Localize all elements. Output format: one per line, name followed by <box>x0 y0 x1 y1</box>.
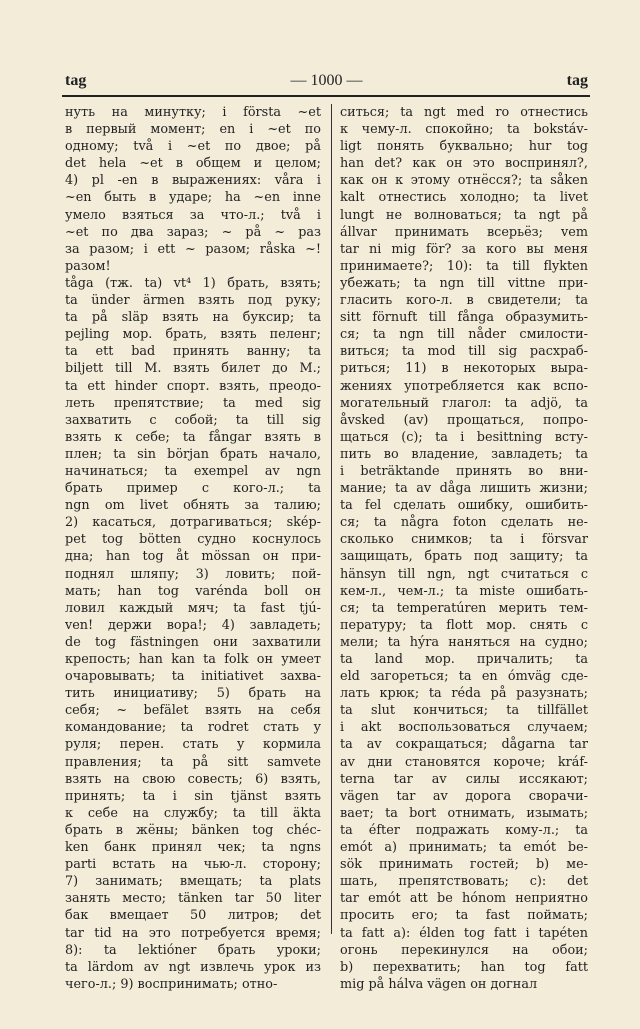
dictionary-columns <box>65 104 588 992</box>
text-line: ta fel сделать ошибку, ошибить- <box>340 498 588 514</box>
text-line: tar ni mig för? за кого вы меня <box>340 241 588 257</box>
text-line: ta land мор. причалить; ta <box>340 652 588 667</box>
text-line: de tog fästningen они захватили <box>65 634 321 650</box>
text-line: огонь перекинулся на обои; <box>340 942 588 958</box>
text-line: ngn om livet обнять за талию; <box>65 498 321 514</box>
header-left-word: tag <box>65 72 87 89</box>
column-divider <box>331 104 332 934</box>
text-line: правления; ta på sitt samvete <box>65 754 321 770</box>
text-line: kalt отнестись холодно; ta livet <box>340 190 588 206</box>
text-line: parti встать на чью-л. сторону; <box>65 857 321 873</box>
text-line: ловил каждый мяч; ta fast tjú- <box>65 600 321 616</box>
page-number: — 1000 — <box>290 72 363 89</box>
header-rule <box>62 95 590 97</box>
text-line: i akt воспользоваться случаем; <box>340 720 588 736</box>
text-line: принять; ta i sin tjänst взять <box>65 788 321 804</box>
text-line: ся; ta temperatúren мерить тем- <box>340 600 588 616</box>
text-line: ta ünder ärmen взять под руку; <box>65 293 321 309</box>
text-line: lungt не волноваться; ta ngt på <box>340 207 588 223</box>
text-line: принимаете?; 10): ta till flykten <box>340 258 588 274</box>
text-line: взять к себе; ta fångar взять в <box>65 429 321 445</box>
text-line: ся; ta ngn till nåder смилости- <box>340 327 588 343</box>
text-line: защищать, брать под защиту; ta <box>340 549 588 565</box>
text-line: дна; han tog åt mössan он при- <box>65 549 321 565</box>
text-line: плен; ta sin början брать начало, <box>65 446 321 462</box>
text-line: брать в жёны; bänken tog chéc- <box>65 822 321 838</box>
text-line: чего-л.; 9) воспринимать; отно- <box>65 976 278 992</box>
text-line: ligt понять буквально; hur tog <box>340 139 588 155</box>
text-line: tåga (тж. ta) vt⁴ 1) брать, взять; <box>65 275 321 291</box>
text-line: виться; ta mod till sig расхраб- <box>340 344 588 360</box>
text-line: сколько снимков; ta i försvar <box>340 532 588 548</box>
text-line: одному; två i ~et по двое; på <box>65 139 321 155</box>
text-line: командование; ta rodret стать у <box>65 720 321 736</box>
text-line: могательный глагол: ta adjö, ta <box>340 395 588 411</box>
text-line: ся; ta några foton сделать не- <box>340 515 588 531</box>
text-line: tar emót att be hónom неприятно <box>340 891 588 907</box>
text-line: biljett till M. взять билет до M.; <box>65 361 321 377</box>
text-line: 7) занимать; вмещать; ta plats <box>65 874 321 890</box>
text-line: брать пример с кого-л.; ta <box>65 481 321 497</box>
text-line: 4) pl -en в выражениях: våra i <box>65 173 321 189</box>
text-line: 2) касаться, дотрагиваться; skép- <box>65 515 321 531</box>
text-line: ven! держи вора!; 4) завладеть; <box>65 617 321 633</box>
text-line: ~et по два зараз; ~ på ~ раз <box>65 224 321 240</box>
text-line: ta ett bad принять ванну; ta <box>65 344 321 360</box>
text-line: поднял шляпу; 3) ловить; пой- <box>65 566 321 582</box>
text-line: ta av сокращаться; dågarna tar <box>340 737 588 753</box>
text-line: руля; перен. стать у кормила <box>65 737 321 753</box>
text-line: ситься; ta ngt med ro отнестись <box>340 105 588 120</box>
text-line: emót a) принимать; ta emót be- <box>340 840 588 856</box>
text-line: как он к этому отнёсся?; ta såken <box>340 173 588 189</box>
text-line: занять место; tänken tar 50 liter <box>65 891 321 907</box>
text-line: мать; han tog varénda boll он <box>65 583 321 599</box>
text-line: лать крюк; ta réda på разузнать; <box>340 686 588 702</box>
text-line: к чему-л. спокойно; ta bokstáv- <box>340 122 588 138</box>
text-line: кем-л., чем-л.; ta miste ошибать- <box>340 583 588 599</box>
header-right-word: tag <box>566 72 588 89</box>
text-line: умело взяться за что-л.; två i <box>65 207 321 223</box>
text-line: за разом; i ett ~ разом; råska ~! <box>65 241 321 257</box>
right-column <box>340 104 588 992</box>
text-line: det hela ~et в общем и целом; <box>65 156 321 172</box>
text-line: vägen tar av дорога сворачи- <box>340 788 588 804</box>
text-line: sök принимать гостей; b) ме- <box>340 857 588 873</box>
text-line: han det? как он это воспринял?, <box>340 156 588 172</box>
text-line: себя; ~ befälet взять на себя <box>65 703 321 719</box>
text-line: к себе на службу; ta till äkta <box>65 805 321 821</box>
text-line: начинаться; ta exempel av ngn <box>65 463 321 479</box>
text-line: очаровывать; ta initiativet захва- <box>65 669 321 685</box>
left-column <box>65 104 321 992</box>
text-line: вает; ta bort отнимать, изымать; <box>340 805 588 821</box>
text-line: tar tid на это потребуется время; <box>65 925 321 941</box>
text-line: állvar принимать всерьёз; vem <box>340 224 588 240</box>
text-line: 8): ta lektióner брать уроки; <box>65 942 321 958</box>
text-line: взять на свою совесть; 6) взять, <box>65 771 321 787</box>
text-line: hänsyn till ngn, ngt считаться с <box>340 566 588 582</box>
text-line: ta slut кончиться; ta tillfället <box>340 703 588 719</box>
text-line: жениях употребляется как вспо- <box>340 378 588 394</box>
text-line: ta ett hinder спорт. взять, преодо- <box>65 378 321 394</box>
text-line: мание; ta av dåga лишить жизни; <box>340 481 588 497</box>
text-line: крепость; han kan ta folk он умеет <box>65 652 321 667</box>
text-line: mig på hálva vägen он догнал <box>340 976 538 992</box>
text-line: бак вмещает 50 литров; det <box>65 908 321 924</box>
text-line: убежать; ta ngn till vittne при- <box>340 275 588 291</box>
text-line: pet tog bötten судно коснулось <box>65 532 321 548</box>
text-line: ta fatt a): élden tog fatt i tapéten <box>340 925 588 941</box>
text-line: b) перехватить; han tog fatt <box>340 959 588 975</box>
text-line: риться; 11) в некоторых выра- <box>340 361 588 377</box>
text-line: пературу; ta flott мор. снять с <box>340 617 588 633</box>
text-line: ~en быть в ударе; ha ~en inne <box>65 190 321 206</box>
text-line: шать, препятствовать; c): det <box>340 874 588 890</box>
text-line: ta éfter подражать кому-л.; ta <box>340 822 588 838</box>
text-line: åvsked (av) прощаться, попро- <box>340 412 588 428</box>
text-line: гласить кого-л. в свидетели; ta <box>340 293 588 309</box>
text-line: terna tar av силы иссякают; <box>340 771 588 787</box>
text-line: захватить с собой; ta till sig <box>65 412 321 428</box>
text-line: леть препятствие; ta med sig <box>65 395 321 411</box>
text-line: ta lärdom av ngt извлечь урок из <box>65 959 321 975</box>
text-line: щаться (с); ta i besittning всту- <box>340 429 588 445</box>
text-line: i beträktande принять во вни- <box>340 463 588 479</box>
text-line: av дни становятся короче; kráf- <box>340 754 588 770</box>
text-line: pejling мор. брать, взять пеленг; <box>65 327 321 343</box>
text-line: ken банк принял чек; ta ngns <box>65 840 321 856</box>
text-line: мели; ta hýra наняться на судно; <box>340 634 588 650</box>
text-line: sitt förnuft till fånga образумить- <box>340 310 588 326</box>
page-header <box>65 72 588 94</box>
text-line: eld загореться; ta en ómväg сде- <box>340 669 588 685</box>
text-line: в первый момент; en i ~et по <box>65 122 321 138</box>
text-line: просить его; ta fast поймать; <box>340 908 588 924</box>
text-line: тить инициативу; 5) брать на <box>65 686 321 702</box>
text-line: ta på släp взять на буксир; ta <box>65 310 321 326</box>
text-line: разом! <box>65 258 111 274</box>
text-line: нуть на минутку; i första ~et <box>65 105 321 120</box>
text-line: пить во владение, завладеть; ta <box>340 446 588 462</box>
